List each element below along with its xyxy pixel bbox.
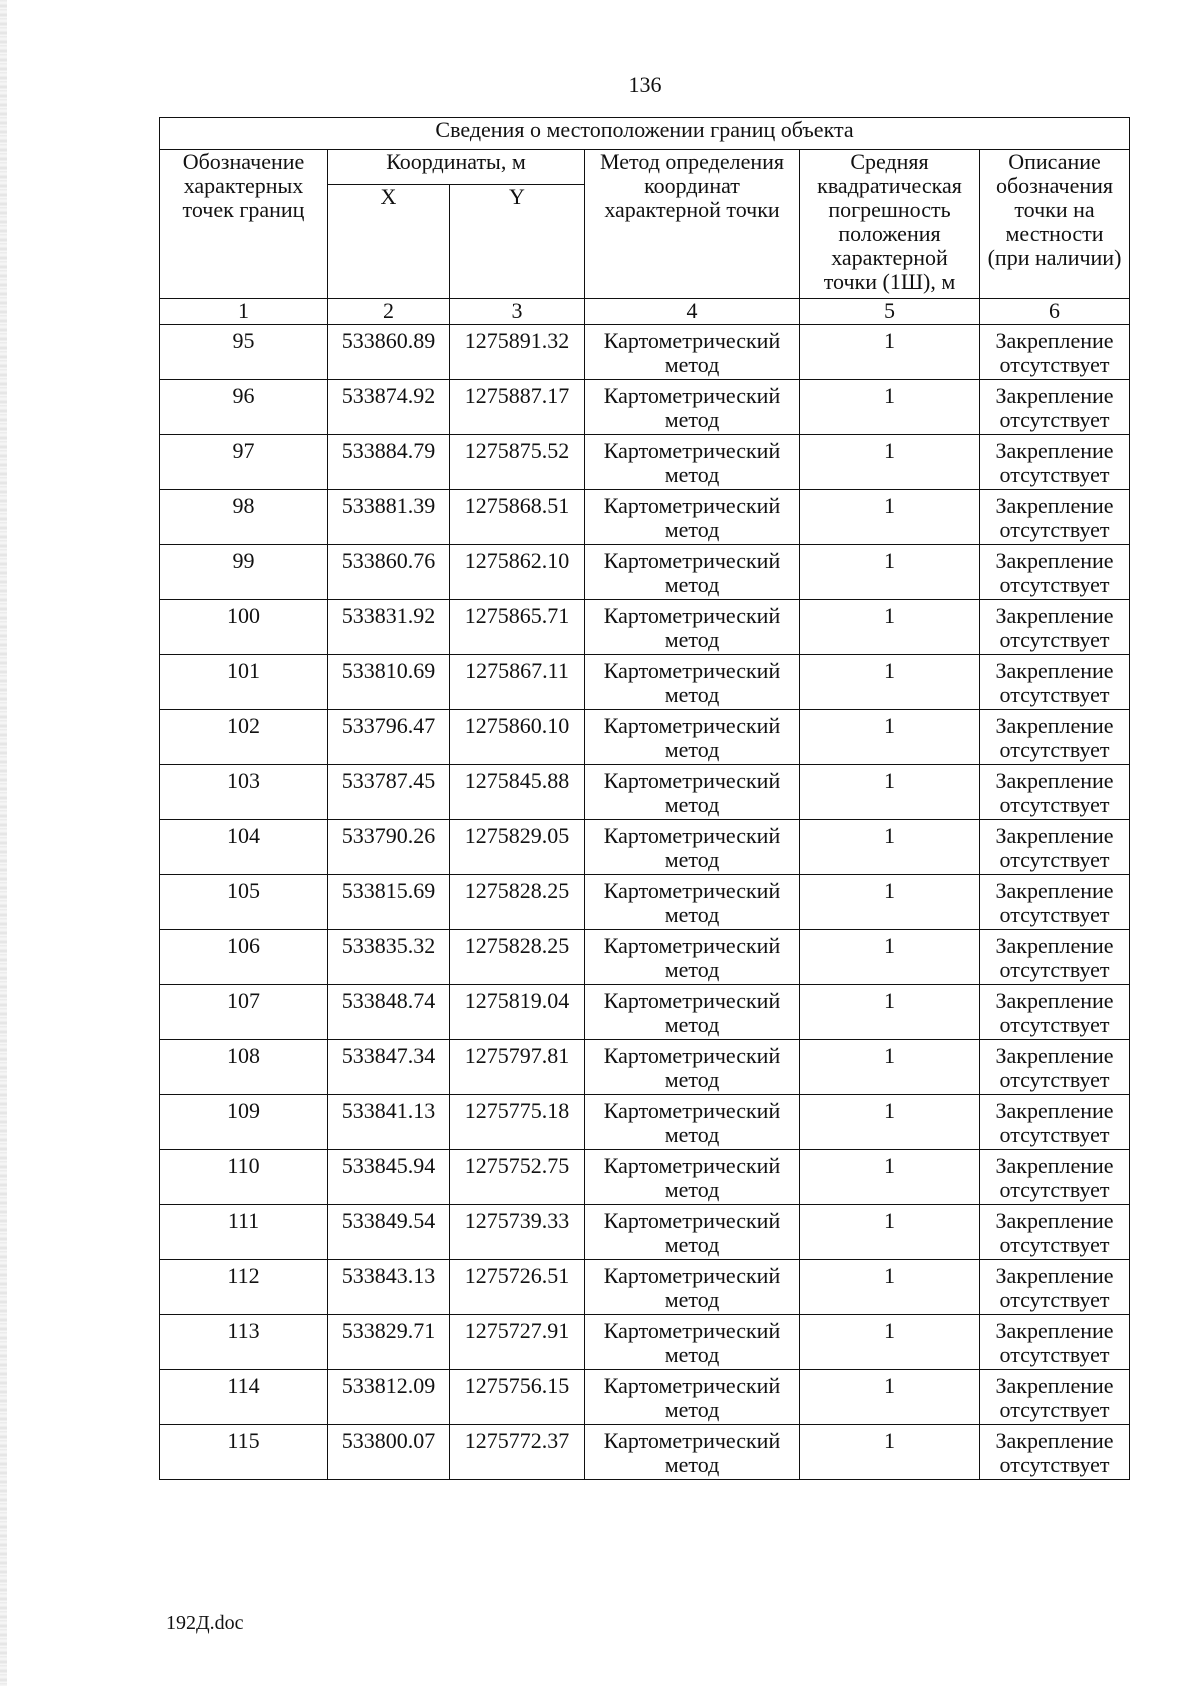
- header-accuracy: Средняя квадратическая погрешность положения характерной точки (1Ш), м: [800, 150, 980, 299]
- header-point-designation: Обозначение характерных точек границ: [160, 150, 328, 299]
- y-coordinate-cell: 1275868.51: [450, 490, 585, 545]
- method-cell: Картометрический метод: [585, 1150, 800, 1205]
- y-coordinate-cell: 1275739.33: [450, 1205, 585, 1260]
- point-number-cell: 104: [160, 820, 328, 875]
- point-number-cell: 105: [160, 875, 328, 930]
- method-cell: Картометрический метод: [585, 930, 800, 985]
- column-number: 1: [160, 299, 328, 325]
- y-coordinate-cell: 1275828.25: [450, 930, 585, 985]
- table-row: [160, 1150, 1130, 1205]
- point-number-cell: 106: [160, 930, 328, 985]
- y-coordinate-cell: 1275756.15: [450, 1370, 585, 1425]
- accuracy-cell: 1: [800, 600, 980, 655]
- y-coordinate-cell: 1275862.10: [450, 545, 585, 600]
- point-number-cell: 107: [160, 985, 328, 1040]
- accuracy-cell: 1: [800, 1040, 980, 1095]
- point-number-cell: 98: [160, 490, 328, 545]
- point-number-cell: 112: [160, 1260, 328, 1315]
- method-cell: Картометрический метод: [585, 1315, 800, 1370]
- method-cell: Картометрический метод: [585, 1370, 800, 1425]
- x-coordinate-cell: 533874.92: [328, 380, 450, 435]
- scan-edge: [0, 0, 7, 1686]
- y-coordinate-cell: 1275797.81: [450, 1040, 585, 1095]
- table-row: [160, 490, 1130, 545]
- accuracy-cell: 1: [800, 1150, 980, 1205]
- point-number-cell: 96: [160, 380, 328, 435]
- y-coordinate-cell: 1275887.17: [450, 380, 585, 435]
- table-row: [160, 1095, 1130, 1150]
- y-coordinate-cell: 1275867.11: [450, 655, 585, 710]
- boundary-coordinates-table: [159, 117, 1130, 1480]
- y-coordinate-cell: 1275828.25: [450, 875, 585, 930]
- description-cell: Закрепление отсутствует: [980, 820, 1130, 875]
- point-number-cell: 101: [160, 655, 328, 710]
- description-cell: Закрепление отсутствует: [980, 1370, 1130, 1425]
- method-cell: Картометрический метод: [585, 1260, 800, 1315]
- description-cell: Закрепление отсутствует: [980, 1260, 1130, 1315]
- point-number-cell: 100: [160, 600, 328, 655]
- description-cell: Закрепление отсутствует: [980, 490, 1130, 545]
- method-cell: Картометрический метод: [585, 985, 800, 1040]
- table-row: [160, 325, 1130, 380]
- x-coordinate-cell: 533860.89: [328, 325, 450, 380]
- method-cell: Картометрический метод: [585, 765, 800, 820]
- method-cell: Картометрический метод: [585, 655, 800, 710]
- description-cell: Закрепление отсутствует: [980, 545, 1130, 600]
- table-row: [160, 1205, 1130, 1260]
- y-coordinate-cell: 1275845.88: [450, 765, 585, 820]
- page-number: 136: [628, 72, 662, 97]
- y-coordinate-cell: 1275875.52: [450, 435, 585, 490]
- description-cell: Закрепление отсутствует: [980, 1040, 1130, 1095]
- accuracy-cell: 1: [800, 985, 980, 1040]
- y-coordinate-cell: 1275772.37: [450, 1425, 585, 1480]
- accuracy-cell: 1: [800, 545, 980, 600]
- header-description: Описание обозначения точки на местности (при наличии): [980, 150, 1130, 299]
- accuracy-cell: 1: [800, 435, 980, 490]
- description-cell: Закрепление отсутствует: [980, 1425, 1130, 1480]
- table-row: [160, 875, 1130, 930]
- method-cell: Картометрический метод: [585, 545, 800, 600]
- x-coordinate-cell: 533847.34: [328, 1040, 450, 1095]
- description-cell: Закрепление отсутствует: [980, 325, 1130, 380]
- accuracy-cell: 1: [800, 1315, 980, 1370]
- y-coordinate-cell: 1275819.04: [450, 985, 585, 1040]
- x-coordinate-cell: 533860.76: [328, 545, 450, 600]
- table-row: [160, 435, 1130, 490]
- table-row: [160, 545, 1130, 600]
- description-cell: Закрепление отсутствует: [980, 875, 1130, 930]
- x-coordinate-cell: 533790.26: [328, 820, 450, 875]
- point-number-cell: 115: [160, 1425, 328, 1480]
- table-row: [160, 985, 1130, 1040]
- accuracy-cell: 1: [800, 710, 980, 765]
- table-row: [160, 1315, 1130, 1370]
- method-cell: Картометрический метод: [585, 875, 800, 930]
- table-row: [160, 600, 1130, 655]
- method-cell: Картометрический метод: [585, 435, 800, 490]
- method-cell: Картометрический метод: [585, 820, 800, 875]
- x-coordinate-cell: 533831.92: [328, 600, 450, 655]
- column-number: 6: [980, 299, 1130, 325]
- column-number: 3: [450, 299, 585, 325]
- method-cell: Картометрический метод: [585, 1425, 800, 1480]
- x-coordinate-cell: 533843.13: [328, 1260, 450, 1315]
- x-coordinate-cell: 533812.09: [328, 1370, 450, 1425]
- y-coordinate-cell: 1275752.75: [450, 1150, 585, 1205]
- x-coordinate-cell: 533884.79: [328, 435, 450, 490]
- accuracy-cell: 1: [800, 1425, 980, 1480]
- point-number-cell: 114: [160, 1370, 328, 1425]
- column-number: 5: [800, 299, 980, 325]
- method-cell: Картометрический метод: [585, 600, 800, 655]
- point-number-cell: 97: [160, 435, 328, 490]
- header-coordinates: Координаты, м: [328, 150, 585, 185]
- accuracy-cell: 1: [800, 490, 980, 545]
- method-cell: Картометрический метод: [585, 490, 800, 545]
- method-cell: Картометрический метод: [585, 325, 800, 380]
- description-cell: Закрепление отсутствует: [980, 930, 1130, 985]
- accuracy-cell: 1: [800, 1095, 980, 1150]
- x-coordinate-cell: 533881.39: [328, 490, 450, 545]
- method-cell: Картометрический метод: [585, 1040, 800, 1095]
- table-row: [160, 655, 1130, 710]
- table-row: [160, 1040, 1130, 1095]
- point-number-cell: 113: [160, 1315, 328, 1370]
- table-row: [160, 1260, 1130, 1315]
- point-number-cell: 102: [160, 710, 328, 765]
- description-cell: Закрепление отсутствует: [980, 655, 1130, 710]
- accuracy-cell: 1: [800, 765, 980, 820]
- accuracy-cell: 1: [800, 820, 980, 875]
- accuracy-cell: 1: [800, 1205, 980, 1260]
- accuracy-cell: 1: [800, 1260, 980, 1315]
- table-caption: Сведения о местоположении границ объекта: [160, 118, 1130, 150]
- x-coordinate-cell: 533829.71: [328, 1315, 450, 1370]
- description-cell: Закрепление отсутствует: [980, 1150, 1130, 1205]
- x-coordinate-cell: 533849.54: [328, 1205, 450, 1260]
- y-coordinate-cell: 1275727.91: [450, 1315, 585, 1370]
- footer-file-name: 192Д.doc: [166, 1612, 244, 1634]
- table-row: [160, 765, 1130, 820]
- description-cell: Закрепление отсутствует: [980, 1095, 1130, 1150]
- x-coordinate-cell: 533845.94: [328, 1150, 450, 1205]
- header-method: Метод определения координат характерной точки: [585, 150, 800, 299]
- table-row: [160, 1425, 1130, 1480]
- description-cell: Закрепление отсутствует: [980, 1315, 1130, 1370]
- description-cell: Закрепление отсутствует: [980, 435, 1130, 490]
- point-number-cell: 103: [160, 765, 328, 820]
- header-x: X: [328, 185, 450, 299]
- y-coordinate-cell: 1275891.32: [450, 325, 585, 380]
- accuracy-cell: 1: [800, 930, 980, 985]
- point-number-cell: 110: [160, 1150, 328, 1205]
- accuracy-cell: 1: [800, 1370, 980, 1425]
- table-row: [160, 380, 1130, 435]
- x-coordinate-cell: 533787.45: [328, 765, 450, 820]
- column-number: 4: [585, 299, 800, 325]
- accuracy-cell: 1: [800, 380, 980, 435]
- y-coordinate-cell: 1275829.05: [450, 820, 585, 875]
- point-number-cell: 109: [160, 1095, 328, 1150]
- y-coordinate-cell: 1275726.51: [450, 1260, 585, 1315]
- x-coordinate-cell: 533835.32: [328, 930, 450, 985]
- accuracy-cell: 1: [800, 875, 980, 930]
- description-cell: Закрепление отсутствует: [980, 380, 1130, 435]
- x-coordinate-cell: 533815.69: [328, 875, 450, 930]
- x-coordinate-cell: 533841.13: [328, 1095, 450, 1150]
- header-y: Y: [450, 185, 585, 299]
- point-number-cell: 111: [160, 1205, 328, 1260]
- point-number-cell: 108: [160, 1040, 328, 1095]
- table-body: [160, 325, 1130, 1480]
- description-cell: Закрепление отсутствует: [980, 765, 1130, 820]
- method-cell: Картометрический метод: [585, 710, 800, 765]
- method-cell: Картометрический метод: [585, 380, 800, 435]
- x-coordinate-cell: 533796.47: [328, 710, 450, 765]
- description-cell: Закрепление отсутствует: [980, 600, 1130, 655]
- y-coordinate-cell: 1275775.18: [450, 1095, 585, 1150]
- x-coordinate-cell: 533848.74: [328, 985, 450, 1040]
- accuracy-cell: 1: [800, 325, 980, 380]
- description-cell: Закрепление отсутствует: [980, 1205, 1130, 1260]
- y-coordinate-cell: 1275860.10: [450, 710, 585, 765]
- method-cell: Картометрический метод: [585, 1205, 800, 1260]
- table-row: [160, 820, 1130, 875]
- description-cell: Закрепление отсутствует: [980, 710, 1130, 765]
- column-number: 2: [328, 299, 450, 325]
- accuracy-cell: 1: [800, 655, 980, 710]
- point-number-cell: 95: [160, 325, 328, 380]
- x-coordinate-cell: 533800.07: [328, 1425, 450, 1480]
- method-cell: Картометрический метод: [585, 1095, 800, 1150]
- table-row: [160, 930, 1130, 985]
- table-row: [160, 1370, 1130, 1425]
- y-coordinate-cell: 1275865.71: [450, 600, 585, 655]
- description-cell: Закрепление отсутствует: [980, 985, 1130, 1040]
- point-number-cell: 99: [160, 545, 328, 600]
- table-row: [160, 710, 1130, 765]
- x-coordinate-cell: 533810.69: [328, 655, 450, 710]
